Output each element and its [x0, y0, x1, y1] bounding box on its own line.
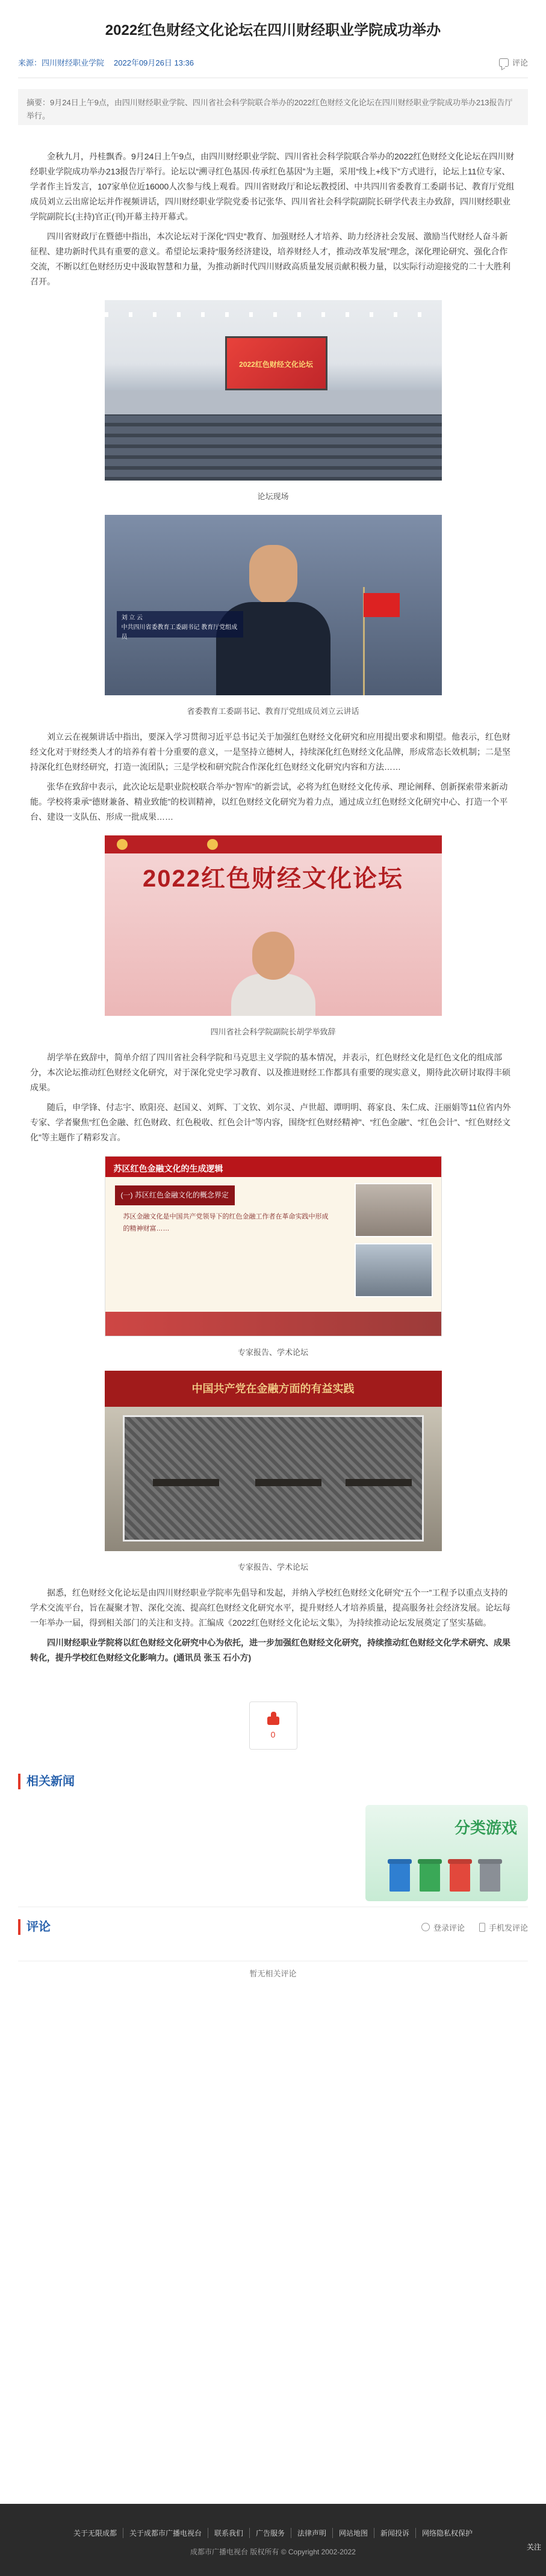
video-feed-2: [355, 1243, 433, 1297]
trash-bin-icon: [450, 1863, 470, 1892]
historical-figure: [255, 1479, 321, 1486]
copyright: 成都市广播电视台 版权所有 © Copyright 2002-2022: [190, 2548, 356, 2556]
photo-slide-presentation: [105, 1156, 442, 1336]
comment-login-links: [421, 1922, 528, 1933]
phone-icon: [479, 1923, 485, 1932]
slide-body: 苏区金融文化是中国共产党领导下的红色金融工作者在革命实践中形成的精神财富……: [123, 1213, 329, 1232]
user-icon: [421, 1923, 430, 1931]
stage-screen-text: 2022红色财经文化论坛: [239, 360, 313, 369]
image-caption: 专家报告、学术论坛: [237, 1348, 308, 1357]
source-link[interactable]: 四川财经职业学院: [42, 58, 105, 67]
slide-title: 苏区红色金融文化的生成逻辑: [105, 1157, 441, 1177]
login-comment-link[interactable]: [421, 1922, 465, 1933]
ad-title: 分类游戏: [454, 1819, 517, 1837]
footer-links: [0, 2528, 546, 2538]
video-feed-1: [355, 1183, 433, 1237]
photo-speaker-video: [105, 515, 442, 695]
footer-link[interactable]: 网络隐私权保护: [422, 2529, 473, 2538]
article-summary: 摘要：9月24日上午9点，由四川财经职业学院、四川省社会科学院联合举办的2022红色财经文化论坛在四川财经职业学院成功举办213报告厅举行。: [18, 89, 528, 125]
ceiling-lights: [105, 312, 442, 317]
banner-headline: 2022红色财经文化论坛: [143, 865, 403, 892]
historical-banner: 中国共产党在金融方面的有益实践: [105, 1371, 442, 1407]
stage-screen: [225, 336, 327, 390]
footer-link[interactable]: 关于成都市广播电视台: [123, 2528, 208, 2538]
paragraph: 张华在致辞中表示，此次论坛是职业院校联合举办“智库”的新尝试，必将为红色财经文化传承、理论阐释、创新探索带来新动能。学校将秉承“德财兼备、精业致能”的校训精神，以红色财经文化研究为着力点，通过成立红色财经文化研究中心、打造一个平台、建设一支队伍、形成一批成果……: [30, 782, 508, 822]
trash-bin-icon: [480, 1863, 500, 1892]
historical-photo: [123, 1415, 424, 1542]
historical-figure: [346, 1479, 412, 1486]
speaker-head: [252, 932, 294, 980]
login-comment-label: 登录评论: [433, 1923, 465, 1932]
slide-subtitle: (一) 苏区红色金融文化的概念界定: [115, 1185, 235, 1205]
paragraph: 刘立云在视频讲话中指出，要深入学习贯彻习近平总书记关于加强红色财经文化研究和应用提出要求和期望。他表示，红色财经文化对于财经类人才的培养有着十分重要的意义，一是坚持立德树人，持续深化红色财经文化品牌，形成常态长效机制；二是坚持深化红色财经研究，打造一流团队；三是学校和研究院合作深化红色财经文化研究内容和方法……: [30, 732, 510, 772]
paragraph: 四川省财政厅在暨德中指出，本次论坛对于深化“四史”教育、加强财经人才培养、助力经济社会发展、激励当代财经人奋斗新征程、建功新时代具有重要的意义。希望论坛秉持“服务经济建设，培养财经人才，推动改革发展”理念，深化理论研究、强化合作交流，不断以红色财经历史中汲取智慧和力量，为推动新时代四川财政高质量发展贡献积极力量，以实际行动迎接党的二十大胜利召开。: [30, 232, 510, 286]
thumbs-up-icon: [265, 1712, 281, 1725]
footer-link[interactable]: 广告服务: [250, 2528, 291, 2538]
historical-figure: [153, 1479, 219, 1486]
sorting-game-ad[interactable]: [365, 1805, 528, 1901]
footer-link[interactable]: 法律声明: [291, 2528, 333, 2538]
comment-button-label: 评论: [512, 58, 528, 67]
footer-link[interactable]: 网站地图: [333, 2528, 374, 2538]
audience-rows: [105, 414, 442, 481]
comment-icon: [499, 58, 509, 67]
article-title: 2022红色财经文化论坛在四川财经职业学院成功举办: [105, 22, 441, 38]
article-meta: [18, 54, 528, 78]
nameplate-title: 中共四川省委教育工委副书记 教育厅党组成员: [121, 624, 238, 641]
flag: [364, 593, 400, 617]
related-news-heading: 相关新闻: [18, 1774, 528, 1789]
phone-comment-label: 手机发评论: [488, 1923, 528, 1932]
like-button[interactable]: [249, 1701, 297, 1750]
banner-topbar: [105, 835, 442, 853]
photo-forum-hall: [105, 300, 442, 481]
slide-ornament: [105, 1312, 441, 1336]
photo-historical: [105, 1371, 442, 1551]
nameplate-name: 刘 立 云: [121, 615, 143, 621]
speaker-nameplate: [117, 611, 243, 641]
comment-heading: 评论: [18, 1919, 51, 1935]
article-body: [30, 149, 516, 1665]
source-label: 来源：: [18, 58, 42, 67]
photo-forum-banner: [105, 835, 442, 1016]
speaker-head: [249, 545, 297, 605]
footer-link[interactable]: 新闻投诉: [374, 2528, 416, 2538]
paragraph: 据悉，红色财经文化论坛是由四川财经职业学院率先倡导和发起，并纳入学校红色财经文化研究“五个一”工程予以重点支持的学术交流平台，旨在凝聚才智、深化交流、提高红色财经文化研究水平，提升财经人才培养质量，提高服务社会经济发展。论坛每一年举办一届，得到相关部门的关注和支持。汇编成《2022红色财经文化论坛文集》，为持续推动论坛发展奠定了坚实基础。: [30, 1588, 510, 1628]
image-caption: 四川省社会科学院副院长胡学举致辞: [210, 1027, 336, 1036]
comment-input-area[interactable]: [18, 1943, 528, 1961]
trash-bin-icon: [389, 1863, 410, 1892]
paragraph: 金秋九月，丹桂飘香。9月24日上午9点，由四川财经职业学院、四川省社会科学院联合举办的2022红色财经文化论坛在四川财经职业学院成功举办213报告厅举行。论坛以“溯寻红色基因·传承红色基因”为主题，采用“线上+线下”方式进行，论坛上11位专家、学者作主旨发言，107家单位近16000人次参与线上观看。四川省财政厅和论坛教授团、中共四川省委教育工委副书记、教育厅党组成员刘立云出席论坛并作视频讲话，四川财经职业学院党委书记张华、四川省社会科学院副院长研学代表主办致辞，四川财经职业学院副院长(主持)官正(刊)开幕主持开幕式。: [30, 152, 515, 221]
site-footer: [0, 2504, 546, 2576]
footer-link[interactable]: 联系我们: [208, 2528, 250, 2538]
image-caption: 专家报告、学术论坛: [237, 1563, 308, 1572]
related-news-list: [18, 1799, 528, 1907]
comment-button[interactable]: [499, 57, 528, 68]
empty-comments-text: 暂无相关评论: [249, 1969, 297, 1978]
phone-comment-link[interactable]: [479, 1922, 528, 1933]
speaker-figure: [231, 932, 315, 1016]
school-logo-icon: [117, 839, 128, 850]
like-count: 0: [270, 1730, 276, 1739]
paragraph: 胡学举在致辞中，简单介绍了四川省社会科学院和马克思主义学院的基本情况，并表示，红色财经文化是红色文化的组成部分，本次论坛推动红色财经文化研究，对于深化党史学习教育、以及推进财经工作都具有重要的现实意义，期待此次研讨取得丰硕成果。: [30, 1053, 510, 1092]
image-caption: 省委教育工委副书记、教育厅党组成员刘立云讲话: [187, 707, 359, 716]
image-caption: 论坛现场: [257, 492, 289, 501]
paragraph: 四川财经职业学院将以红色财经文化研究中心为依托，进一步加强红色财经文化研究，持续推动红色财经文化学术研究、成果转化，提升学校红色财经文化影响力。(通讯员 张玉 石小方): [30, 1638, 510, 1662]
publish-time: 2022年09月26日 13:36: [114, 58, 194, 67]
footer-link[interactable]: 关于无限成都: [67, 2528, 123, 2538]
speaker-body: [231, 974, 315, 1016]
paragraph: 随后，申学锋、付志宇、欧阳亮、赵国义、刘辉、丁文钦、刘尔灵、卢世超、谭明明、蒋家良、朱仁成、汪丽娟等11位省内外专家、学者聚焦“红色金融、红色财政、红色税收、红色会计”等内容，围绕“红色财经精神”、“红色金融”、“红色会计”、“红色财经文化”等主题作了精彩发言。: [30, 1102, 511, 1142]
stage: [105, 390, 442, 414]
trash-bin-icon: [420, 1863, 440, 1892]
academy-logo-icon: [207, 839, 218, 850]
follow-tag[interactable]: 关注: [526, 2543, 541, 2551]
comment-section-header: [18, 1919, 528, 1935]
